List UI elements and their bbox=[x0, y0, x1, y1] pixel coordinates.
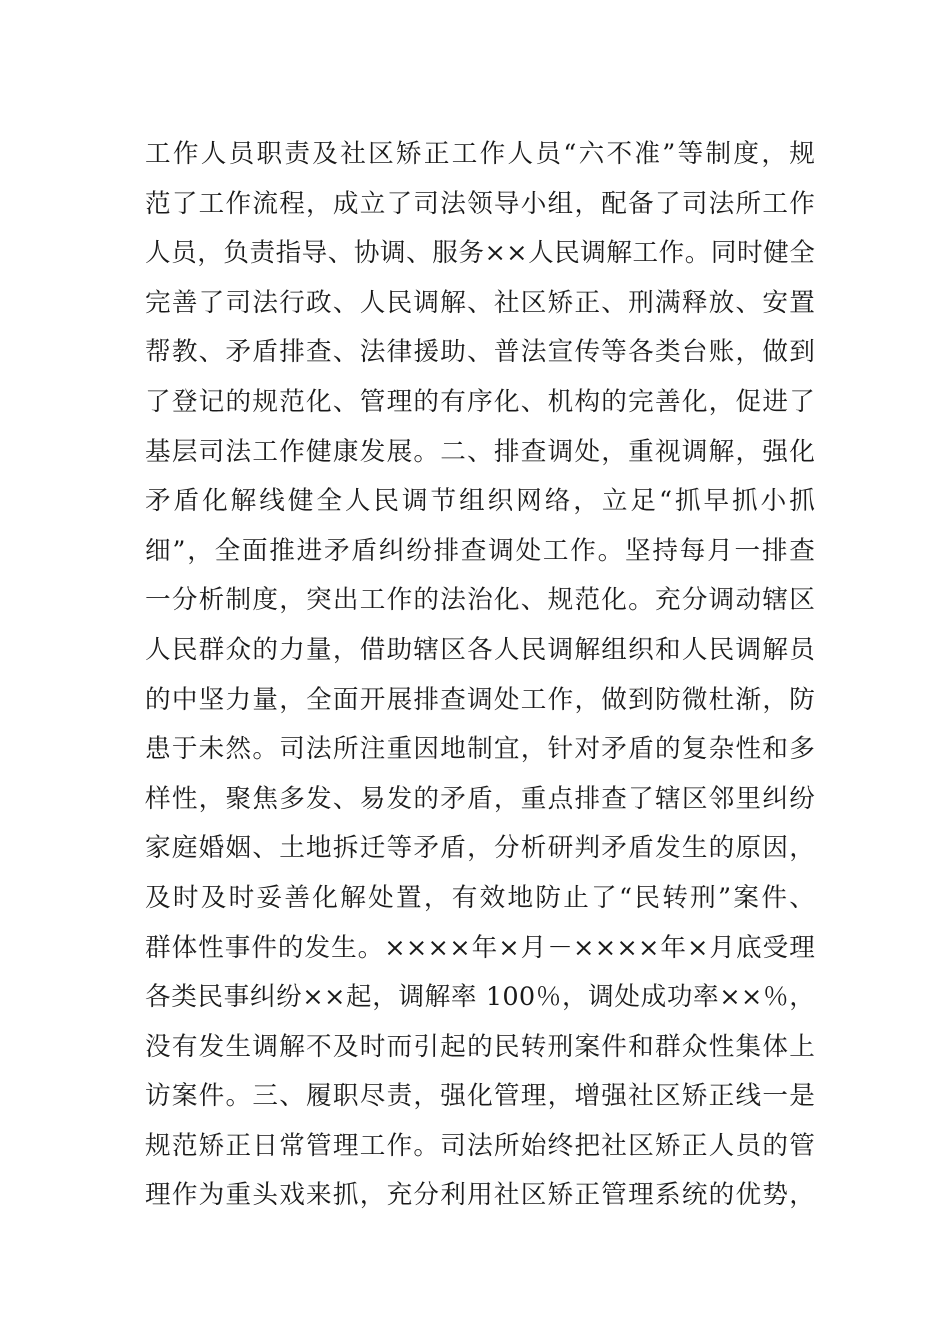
text-line-21: 规范矫正日常管理工作。司法所始终把社区矫正人员的管 bbox=[145, 1130, 815, 1161]
text-line-13: 患于未然。司法所注重因地制宜，针对矛盾的复杂性和多 bbox=[145, 734, 815, 765]
text-line-7: 基层司法工作健康发展。二、排查调处，重视调解，强化 bbox=[145, 436, 815, 467]
text-line-22: 理作为重头戏来抓，充分利用社区矫正管理系统的优势， bbox=[145, 1180, 815, 1211]
text-line-1: 工作人员职责及社区矫正工作人员“六不准”等制度，规 bbox=[145, 139, 815, 169]
text-line-3: 人员，负责指导、协调、服务××人民调解工作。同时健全 bbox=[145, 238, 815, 269]
text-line-4: 完善了司法行政、人民调解、社区矫正、刑满释放、安置 bbox=[145, 287, 815, 318]
text-line-14: 样性，聚焦多发、易发的矛盾，重点排查了辖区邻里纠纷 bbox=[145, 783, 815, 814]
text-line-19: 没有发生调解不及时而引起的民转刑案件和群众性集体上 bbox=[145, 1031, 815, 1062]
text-line-11: 人民群众的力量，借助辖区各人民调解组织和人民调解员 bbox=[145, 634, 815, 665]
text-line-12: 的中坚力量，全面开展排查调处工作，做到防微杜渐，防 bbox=[145, 684, 815, 715]
text-line-8: 矛盾化解线健全人民调节组织网络，立足“抓早抓小抓 bbox=[145, 486, 815, 517]
text-line-5: 帮教、矛盾排查、法律援助、普法宣传等各类台账，做到 bbox=[145, 337, 815, 368]
text-line-17: 群体性事件的发生。××××年×月－××××年×月底受理 bbox=[145, 932, 815, 963]
text-line-2: 范了工作流程，成立了司法领导小组，配备了司法所工作 bbox=[145, 188, 815, 219]
text-line-16: 及时及时妥善化解处置，有效地防止了“民转刑”案件、 bbox=[145, 882, 815, 913]
text-line-6: 了登记的规范化、管理的有序化、机构的完善化，促进了 bbox=[145, 386, 815, 417]
text-line-15: 家庭婚姻、土地拆迁等矛盾，分析研判矛盾发生的原因， bbox=[145, 833, 815, 864]
text-line-9: 细”，全面推进矛盾纠纷排查调处工作。坚持每月一排查 bbox=[145, 535, 815, 566]
text-line-20: 访案件。三、履职尽责，强化管理，增强社区矫正线一是 bbox=[145, 1081, 815, 1112]
text-line-18: 各类民事纠纷××起，调解率 100％，调处成功率××％， bbox=[145, 982, 815, 1013]
body-paragraph bbox=[145, 130, 815, 1221]
text-line-10: 一分析制度，突出工作的法治化、规范化。充分调动辖区 bbox=[145, 585, 815, 616]
